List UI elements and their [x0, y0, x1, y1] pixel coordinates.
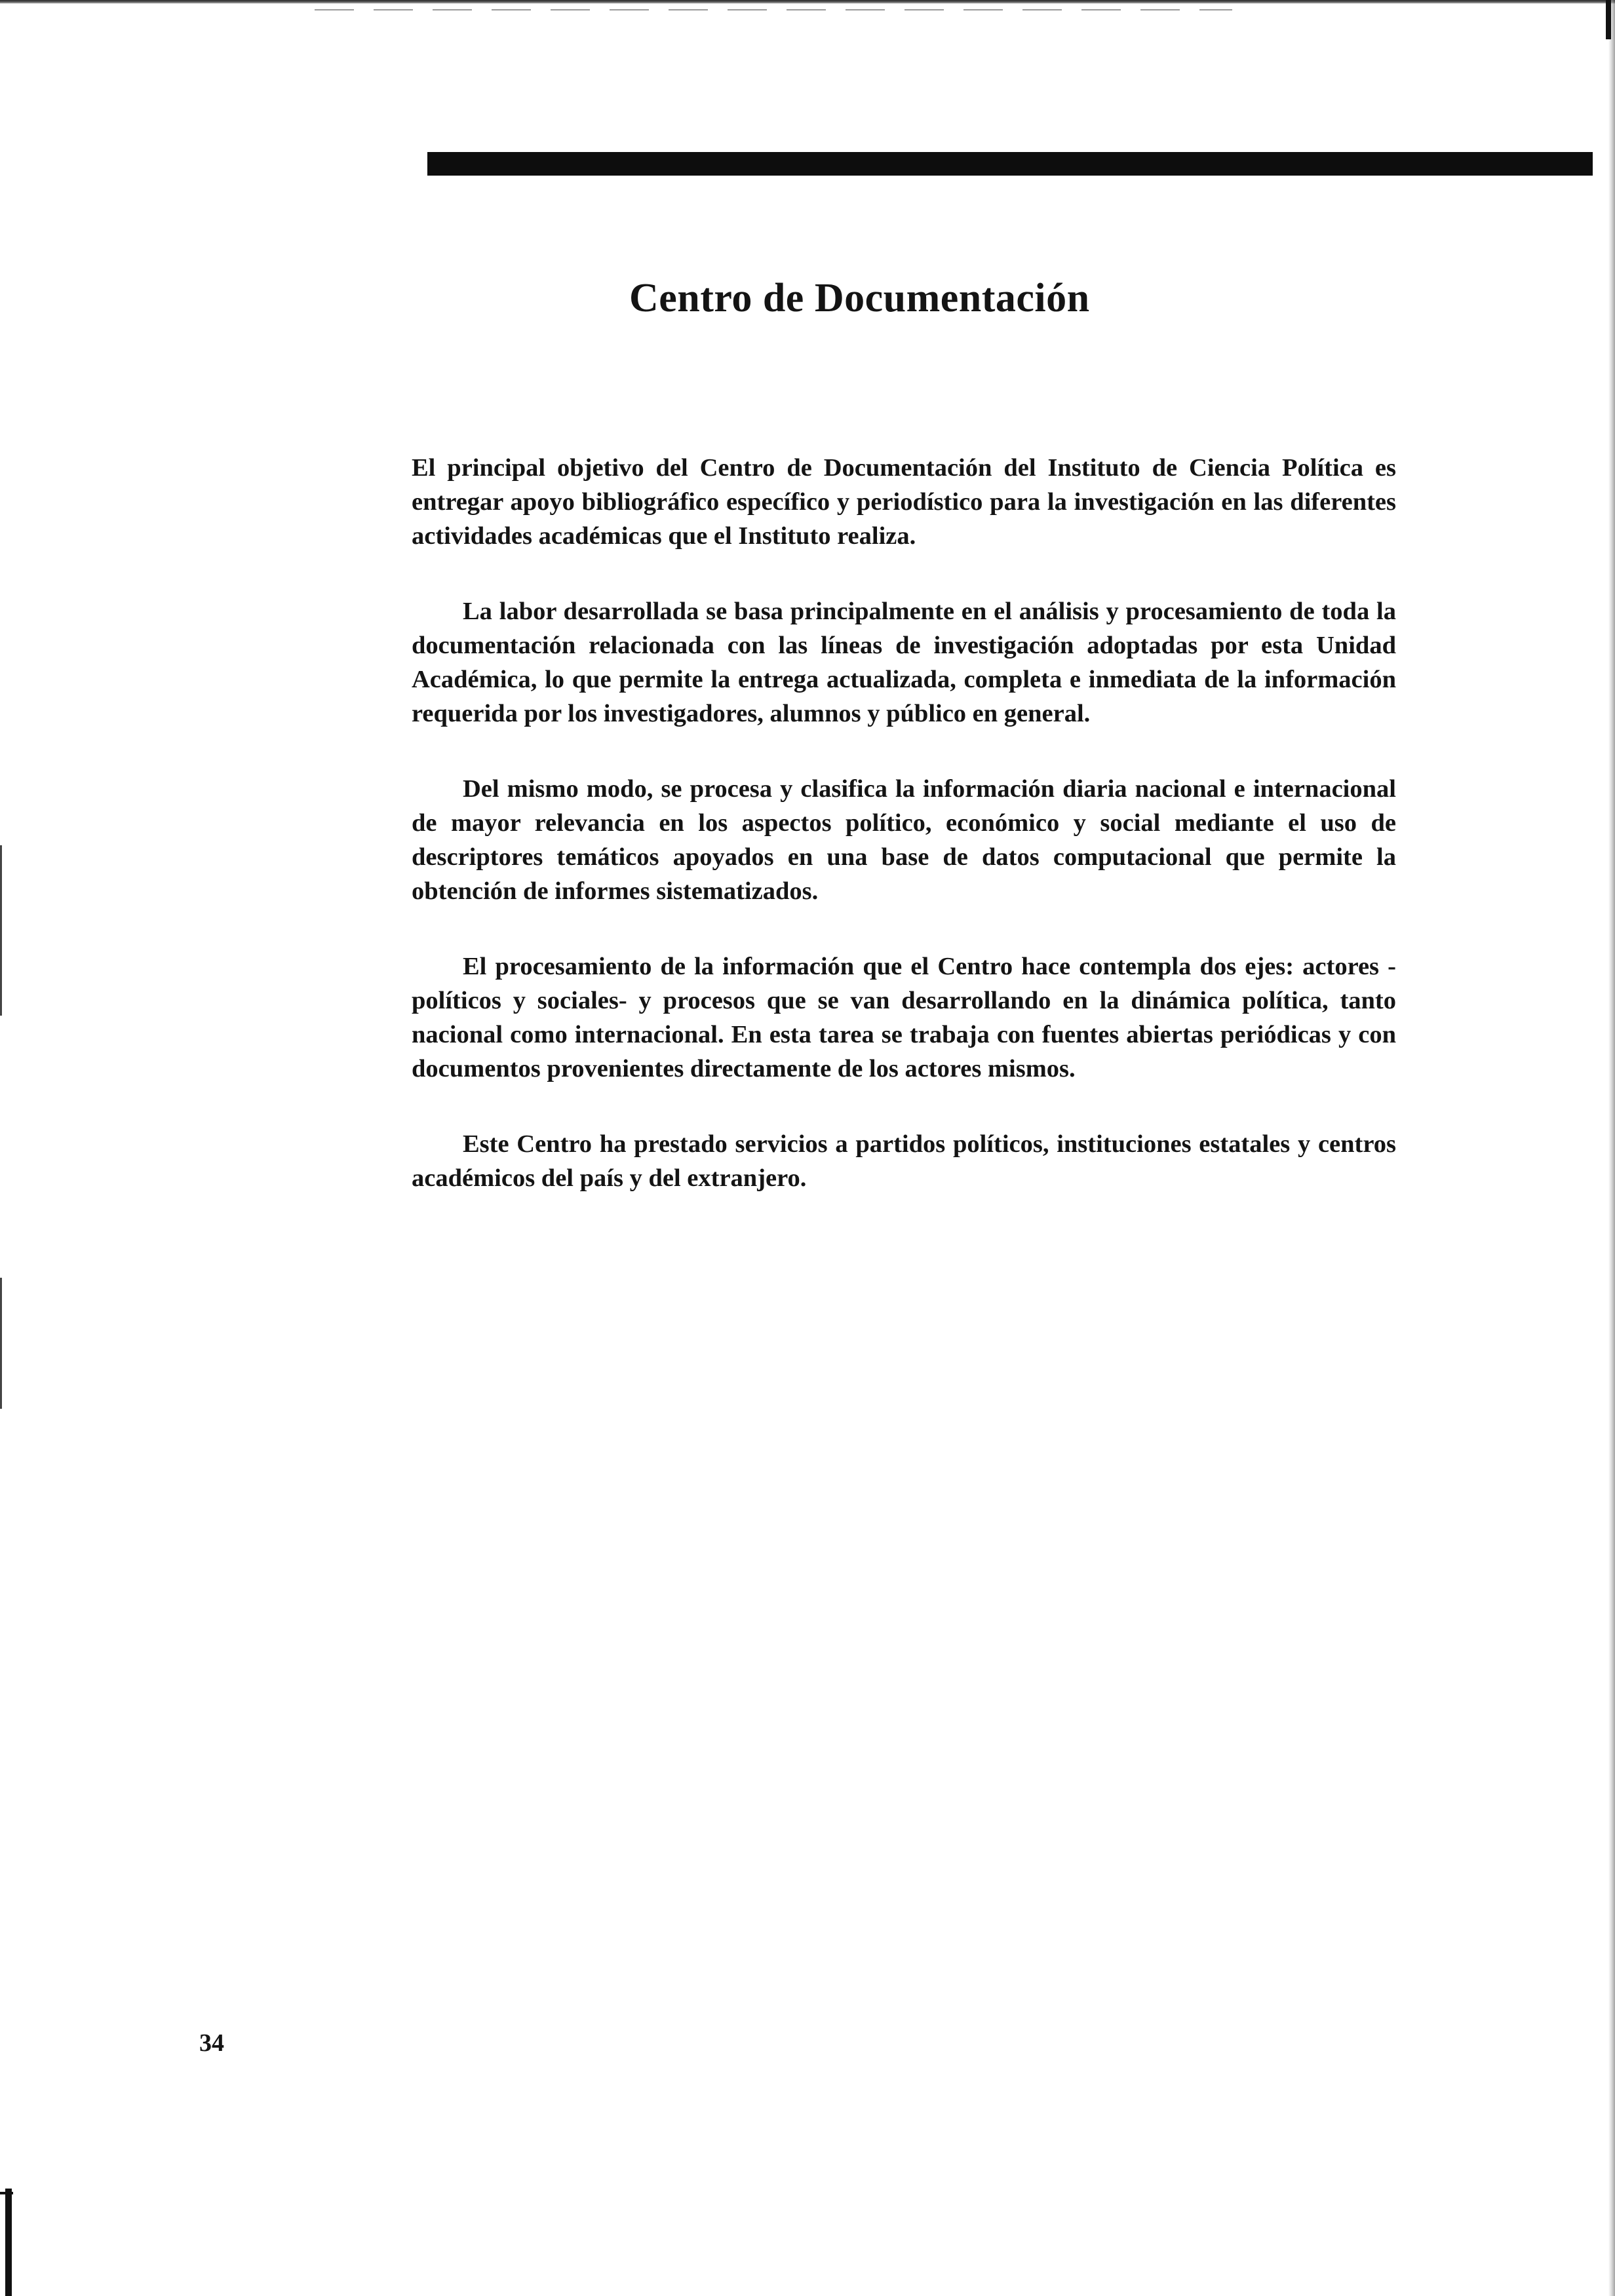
scan-edge-dash [315, 9, 1232, 10]
page-number: 34 [199, 2029, 224, 2057]
paragraph: El procesamiento de la información que el Centro hace contempla dos ejes: actores -políticos y sociales- y procesos que se van desarrollando en la dinámica política, tanto nacional como internacional. En esta tarea se trabaja con fuentes abiertas periódicas y con documentos provenientes directamente de los actores mismos. [412, 953, 1396, 1082]
paragraph: El principal objetivo del Centro de Documentación del Instituto de Ciencia Política es entregar apoyo bibliográfico específico y periodístico para la investigación en las diferentes actividades académicas que el Instituto realiza. [412, 454, 1396, 550]
scan-edge-left-mark [0, 1278, 2, 1409]
page-title: Centro de Documentación [629, 276, 1090, 320]
scan-edge-top [0, 0, 1615, 4]
scan-corner-mark [5, 2189, 12, 2296]
scan-edge-right [1608, 0, 1615, 2296]
paragraph: Del mismo modo, se procesa y clasifica la información diaria nacional e internacional de mayor relevancia en los aspectos político, económico y social mediante el uso de descriptores temáticos apoyados en una base de datos computacional que permite la obtención de informes sistematizados. [412, 775, 1396, 905]
header-rule [427, 152, 1593, 176]
scan-edge-left-mark [0, 845, 2, 1016]
scan-edge-right-mark [1606, 0, 1611, 39]
paragraph: Este Centro ha prestado servicios a partidos políticos, instituciones estatales y centros académicos del país y del extranjero. [412, 1130, 1396, 1192]
paragraph: La labor desarrollada se basa principalmente en el análisis y procesamiento de toda la documentación relacionada con las líneas de investigación adoptadas por esta Unidad Académica, lo que permite la entrega actualizada, completa e inmediata de la información requerida por los investigadores, alumnos y público en general. [412, 598, 1396, 727]
body-text [412, 451, 1396, 1236]
